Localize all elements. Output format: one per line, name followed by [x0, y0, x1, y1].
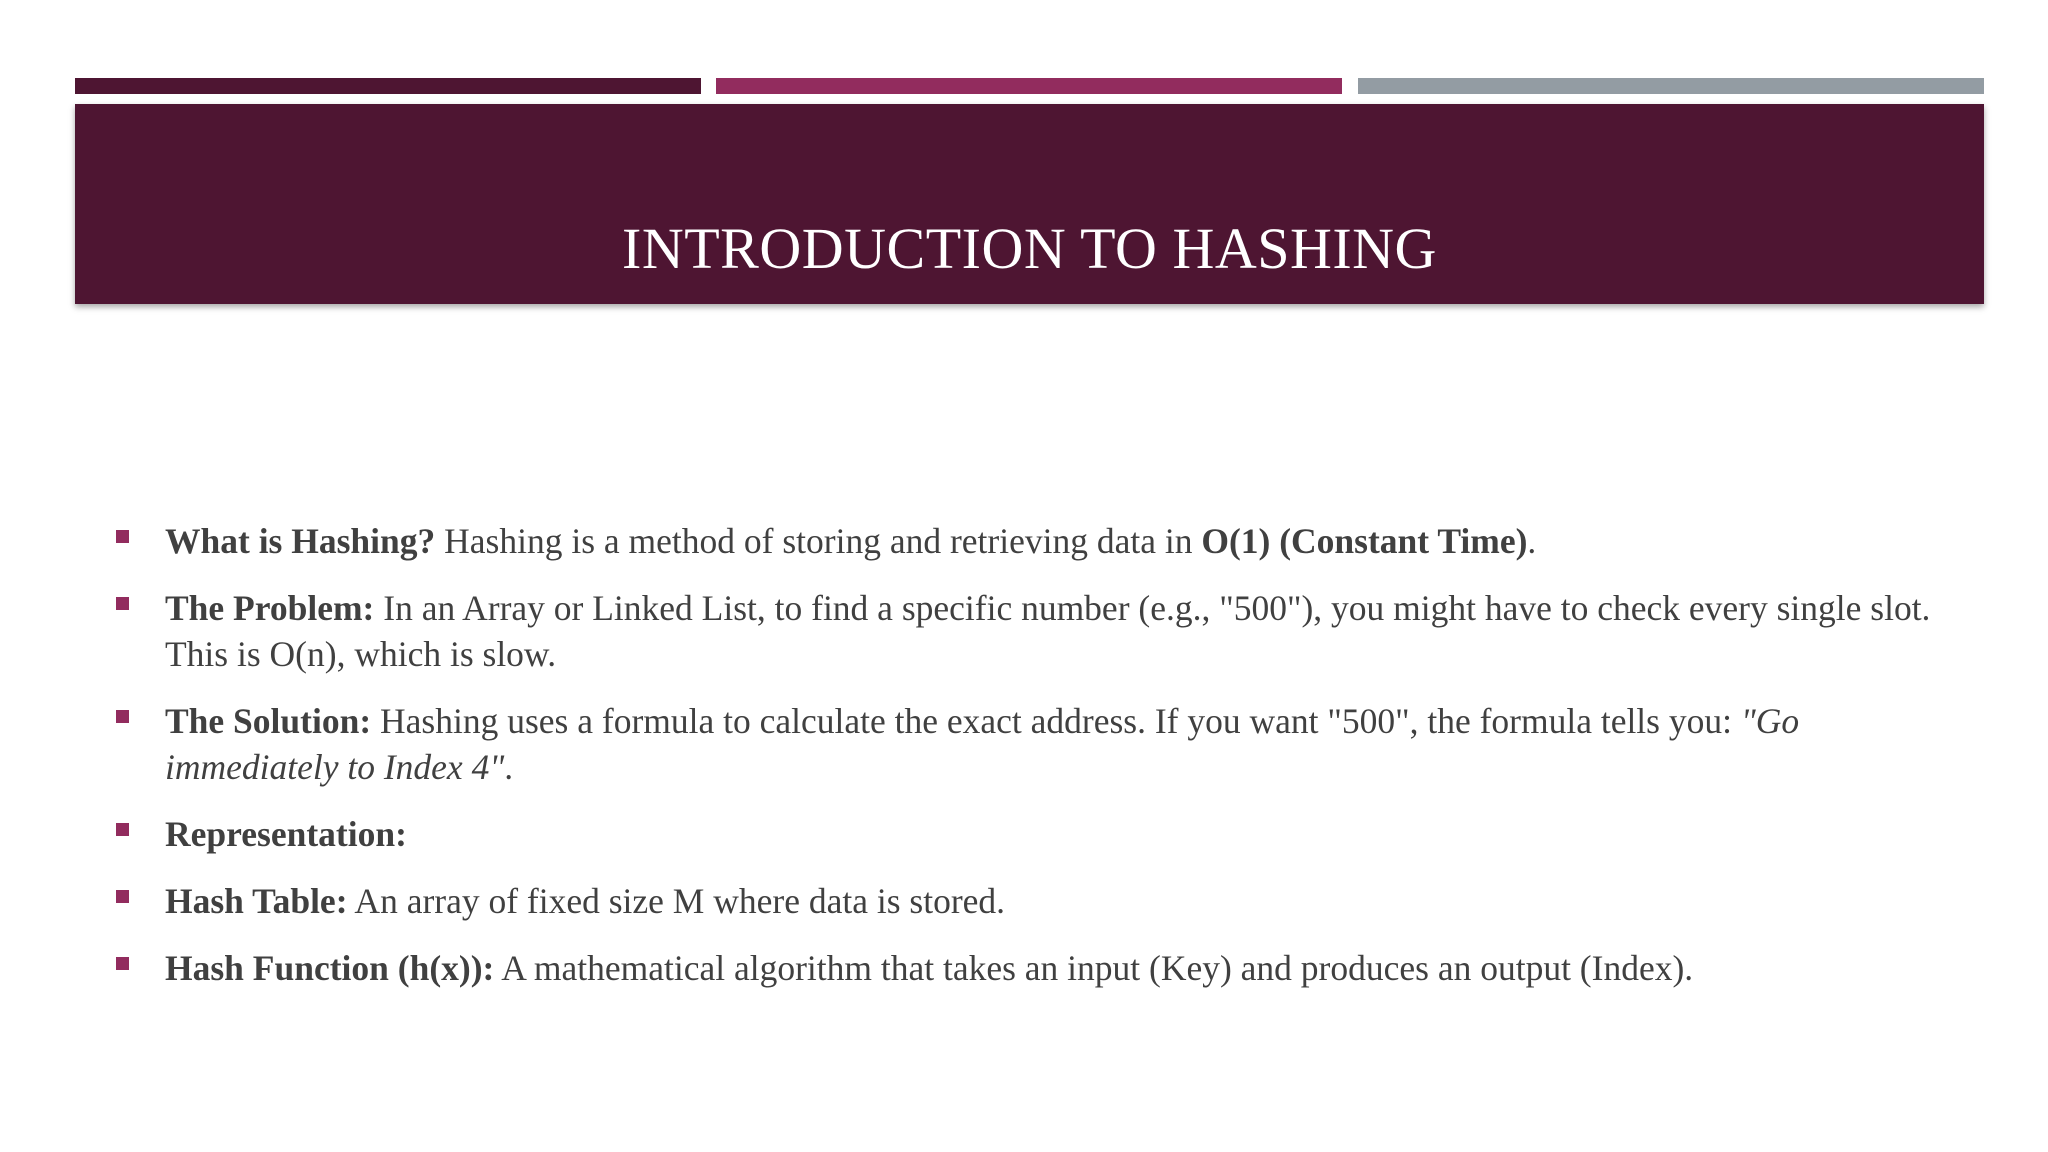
- bullet-list: [115, 518, 1975, 1012]
- bullet-what-is-hashing: [115, 518, 1975, 564]
- bullet-text-end: .: [1527, 521, 1537, 561]
- bullet-hash-table: [115, 878, 1975, 924]
- bullet-text: A mathematical algorithm that takes an input (Key) and produces an output (Index).: [494, 948, 1694, 988]
- bullet-text-end: .: [504, 747, 514, 787]
- accent-bar-dark: [75, 78, 701, 94]
- bullet-lead: Representation:: [165, 814, 407, 854]
- bullet-text: Hashing uses a formula to calculate the exact address. If you want "500", the formula tells you:: [371, 701, 1741, 741]
- bullet-lead: What is Hashing?: [165, 521, 436, 561]
- bullet-emphasis: O(1) (Constant Time): [1201, 521, 1528, 561]
- title-band: [75, 104, 1984, 304]
- bullet-text: In an Array or Linked List, to find a specific number (e.g., "500"), you might have to check every single slot. This is O(n), which is slow.: [165, 588, 1931, 674]
- bullet-text: Hashing is a method of storing and retrieving data in: [435, 521, 1202, 561]
- bullet-lead: Hash Table:: [165, 881, 348, 921]
- square-bullet-icon: [116, 957, 129, 970]
- bullet-hash-function: [115, 945, 1975, 991]
- bullet-lead: The Solution:: [165, 701, 372, 741]
- bullet-the-problem: [115, 585, 1975, 677]
- bullet-lead: The Problem:: [165, 588, 375, 628]
- bullet-representation: [115, 811, 1975, 857]
- bullet-lead: Hash Function (h(x)):: [165, 948, 495, 988]
- accent-bar-magenta: [716, 78, 1342, 94]
- square-bullet-icon: [116, 597, 129, 610]
- bullet-the-solution: [115, 698, 1975, 790]
- square-bullet-icon: [116, 710, 129, 723]
- bullet-text: An array of fixed size M where data is stored.: [347, 881, 1006, 921]
- square-bullet-icon: [116, 823, 129, 836]
- square-bullet-icon: [116, 890, 129, 903]
- bullet-quote: "Go immediately to Index 4": [165, 701, 1800, 787]
- square-bullet-icon: [116, 530, 129, 543]
- slide-title: INTRODUCTION TO HASHING: [622, 216, 1437, 281]
- accent-bar-gray: [1358, 78, 1984, 94]
